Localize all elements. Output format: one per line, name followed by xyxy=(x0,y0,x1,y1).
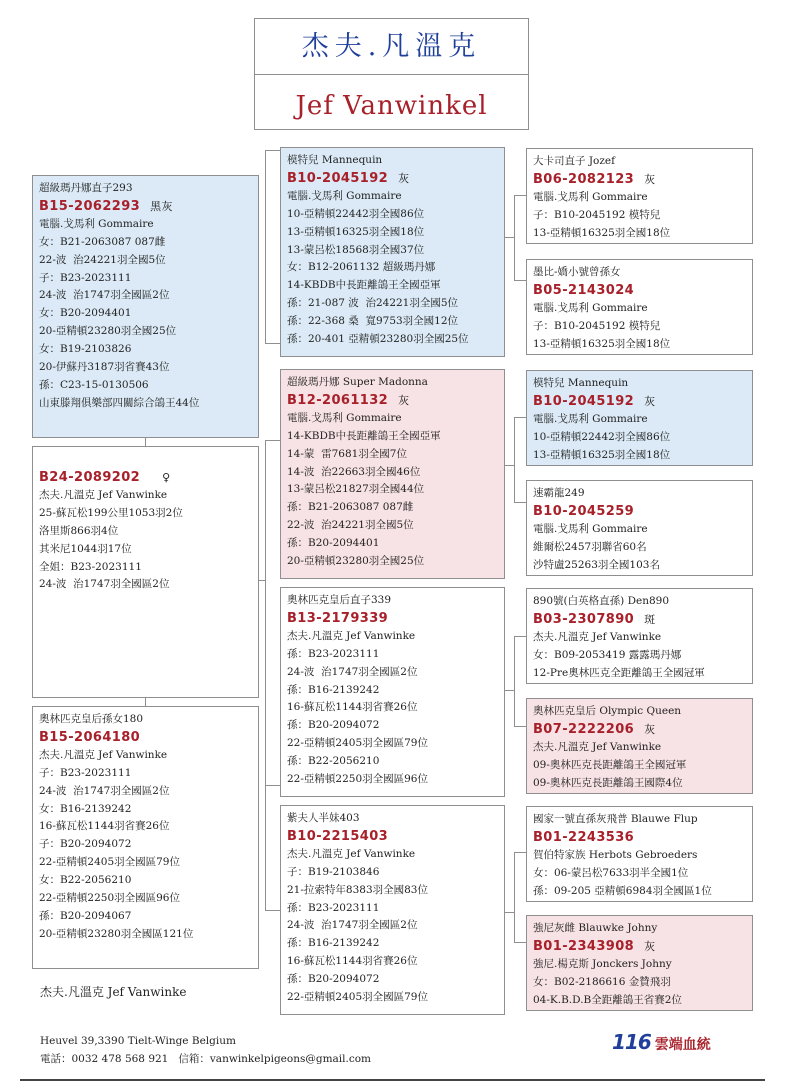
contact-info xyxy=(40,1032,371,1068)
connector-line xyxy=(265,150,266,343)
bird-name: 墨比-嬌小號曾孫女 xyxy=(533,266,621,278)
bird-line: 電腦.戈馬利 Gommaire xyxy=(533,301,648,314)
bird-line: 09-奧林匹克長距離鴿王全國冠軍 xyxy=(533,758,687,771)
bird-line: 孫：B23-2023111 xyxy=(287,901,380,914)
bird-name: 奧林匹克皇后 Olympic Queen xyxy=(533,705,682,717)
bird-line: 22-亞精頓2405羽全國區79位 xyxy=(287,991,428,1004)
bird-line: 其米尼1044羽17位 xyxy=(39,542,132,555)
connector-line xyxy=(265,150,280,151)
ring-number: B10-2215403 xyxy=(287,828,389,844)
bird-color: 灰 xyxy=(644,394,656,408)
bird-line: 20-亞精頓23280羽全國區121位 xyxy=(39,927,194,940)
bird-line: 杰夫.凡溫克 Jef Vanwinke xyxy=(287,629,416,642)
bird-line: 電腦.戈馬利 Gommaire xyxy=(533,190,648,203)
bird-line: 孫：20-401 亞精頓23280羽全國25位 xyxy=(287,333,469,346)
bird-line: 22-波 治24221羽全國5位 xyxy=(39,253,166,266)
bird-line: 21-拉索特年8383羽全國83位 xyxy=(287,883,428,896)
logo-text: 雲端血統 xyxy=(654,1037,711,1053)
bird-line: 24-波 治1747羽全國區2位 xyxy=(287,665,418,678)
address-line: Heuvel 39,3390 Tielt-Winge Belgium xyxy=(40,1035,236,1047)
bird-line: 16-蘇瓦松1144羽省賽26位 xyxy=(287,955,418,968)
ring-number: B03-2307890 xyxy=(533,611,635,627)
phone-email-line: 電話：0032 478 568 921 信箱：vanwinkelpigeons@gmail.com xyxy=(40,1053,372,1065)
bird-color: 灰 xyxy=(398,393,410,407)
bird-line: 孫：B22-2056210 xyxy=(287,755,380,768)
connector-line xyxy=(514,852,526,853)
ring-number: B15-2064180 xyxy=(39,729,141,745)
bird-line: 子：B20-2094072 xyxy=(39,838,132,851)
bird-line: 孫：B16-2139242 xyxy=(287,683,380,696)
bird-line: 13-亞精頓16325羽全國18位 xyxy=(533,226,671,239)
bird-name: 國家一號直孫灰飛普 Blauwe Flup xyxy=(533,813,698,825)
bird-line: 女：06-蒙呂松7633羽半全國1位 xyxy=(533,866,689,879)
bird-line: 22-亞精頓2405羽全國區79位 xyxy=(39,856,180,869)
bird-line: 14-KBDB中長距離鴿王全國亞軍 xyxy=(287,429,441,442)
bird-line: 20-亞精頓23280羽全國25位 xyxy=(39,325,177,338)
ring-number: B01-2343908 xyxy=(533,938,635,954)
bird-color: 黑灰 xyxy=(150,199,173,213)
bird-line: 24-波 治1747羽全國區2位 xyxy=(39,289,170,302)
bird-color: 灰 xyxy=(644,939,656,953)
connector-line xyxy=(265,343,280,344)
bird-line: 22-波 治24221羽全國5位 xyxy=(287,519,414,532)
bird-line: 24-波 治1747羽全國區2位 xyxy=(39,578,170,591)
bird-line: 16-蘇瓦松1144羽省賽26位 xyxy=(287,701,418,714)
bird-line: 孫：C23-15-0130506 xyxy=(39,378,149,391)
ring-number: B07-2222206 xyxy=(533,721,635,737)
sex-symbol: ♀ xyxy=(162,471,171,484)
bird-line: 孫：B20-2094401 xyxy=(287,537,380,550)
pedigree-dam xyxy=(32,706,259,969)
bottom-divider xyxy=(20,1079,765,1081)
bird-line: 杰夫.凡溫克 Jef Vanwinke xyxy=(533,740,662,753)
connector-line xyxy=(265,910,280,911)
bird-name: 速霸龍249 xyxy=(533,487,585,499)
ring-number: B01-2243536 xyxy=(533,829,635,845)
bird-line: 電腦.戈馬利 Gommaire xyxy=(287,189,402,202)
bird-name: 890號(白英格直孫) Den890 xyxy=(533,595,670,607)
bird-line: 14-KBDB中長距離鴿王全國亞軍 xyxy=(287,279,441,292)
bird-line: 孫：09-205 亞精頓6984羽全國區1位 xyxy=(533,884,712,897)
ring-number: B13-2179339 xyxy=(287,610,389,626)
bird-line: 子：B10-2045192 模特兒 xyxy=(533,319,661,332)
bird-line: 女：B02-2186616 金贊飛羽 xyxy=(533,975,671,988)
bird-line: 杰夫.凡溫克 Jef Vanwinke xyxy=(287,847,416,860)
bird-line: 杰夫.凡溫克 Jef Vanwinke xyxy=(39,488,168,501)
bird-line: 25-蘇瓦松199公里1053羽2位 xyxy=(39,506,183,519)
ring-number: B15-2062293 xyxy=(39,198,141,214)
bird-line: 電腦.戈馬利 Gommaire xyxy=(533,522,648,535)
bird-name: 紫夫人半妹403 xyxy=(287,812,360,824)
bird-line: 孫：B21-2063087 087雌 xyxy=(287,501,414,514)
bird-line: 杰夫.凡溫克 Jef Vanwinke xyxy=(533,630,662,643)
bird-line: 女：B19-2103826 xyxy=(39,343,132,356)
bird-color: 灰 xyxy=(644,172,656,186)
bird-line: 沙特盧25263羽全國103名 xyxy=(533,558,660,571)
bird-line: 22-亞精頓2250羽全國區96位 xyxy=(287,773,428,786)
connector-line xyxy=(514,502,526,503)
bird-line: 子：B19-2103846 xyxy=(287,865,380,878)
bird-line: 13-亞精頓16325羽全國18位 xyxy=(287,225,425,238)
connector-line xyxy=(514,636,515,726)
bird-line: 女：B12-2061132 超級瑪丹娜 xyxy=(287,261,436,274)
connector-line xyxy=(505,237,515,238)
bird-line: 14-波 治22663羽全國46位 xyxy=(287,465,421,478)
bird-line: 孫：B20-2094072 xyxy=(287,973,380,986)
connector-line xyxy=(514,726,526,727)
bird-line: 10-亞精頓22442羽全國86位 xyxy=(287,207,425,220)
ring-number: B24-2089202 xyxy=(39,470,141,485)
pedigree-dam-dam xyxy=(280,805,505,1015)
bird-line: 孫：21-087 波 治24221羽全國5位 xyxy=(287,297,459,310)
pedigree-subject xyxy=(32,446,259,698)
ring-number: B12-2061132 xyxy=(287,392,389,408)
connector-line xyxy=(514,636,526,637)
bird-line: 20-伊蘇丹3187羽省賽43位 xyxy=(39,361,170,374)
bird-line: 電腦.戈馬利 Gommaire xyxy=(287,411,402,424)
bird-line: 洛里斯866羽4位 xyxy=(39,524,119,537)
logo xyxy=(612,1030,711,1054)
pedigree-ssd xyxy=(526,259,753,355)
bird-line: 13-亞精頓16325羽全國18位 xyxy=(533,448,671,461)
bird-line: 14-蒙 雷7681羽全國7位 xyxy=(287,447,407,460)
bird-color: 灰 xyxy=(644,722,656,736)
bird-line: 維爾松2457羽聯省60名 xyxy=(533,540,647,553)
breeder-name: 杰夫.凡溫克 Jef Vanwinke xyxy=(40,985,187,999)
pedigree-ddd xyxy=(526,915,753,1011)
bird-line: 子：B23-2023111 xyxy=(39,271,132,284)
bird-line: 12-Pre奧林匹克全距離鴿王全國冠軍 xyxy=(533,666,705,679)
bird-line: 強尼.楊克斯 Jonckers Johny xyxy=(533,957,672,970)
bird-name: 模特兒 Mannequin xyxy=(287,154,383,166)
connector-line xyxy=(514,852,515,942)
connector-line xyxy=(265,440,266,580)
bird-line: 24-波 治1747羽全國區2位 xyxy=(39,784,170,797)
bird-line: 孫：B23-2023111 xyxy=(287,647,380,660)
pedigree-dss xyxy=(526,588,753,684)
bird-line: 04-K.B.D.B全距離鴿王省賽2位 xyxy=(533,993,682,1006)
bird-name: 模特兒 Mannequin xyxy=(533,377,629,389)
ring-number: B05-2143024 xyxy=(533,282,635,298)
bird-line: 09-奧林匹克長距離鴿王國際4位 xyxy=(533,776,683,789)
bird-color: 灰 xyxy=(398,171,410,185)
bird-line: 22-亞精頓2250羽全國區96位 xyxy=(39,892,180,905)
bird-line: 24-波 治1747羽全國區2位 xyxy=(287,919,418,932)
bird-line: 孫：B16-2139242 xyxy=(287,937,380,950)
bird-name: 超級瑪丹娜 Super Madonna xyxy=(287,376,428,388)
bird-line: 22-亞精頓2405羽全國區79位 xyxy=(287,737,428,750)
bird-name: 奧林匹克皇后直子339 xyxy=(287,594,392,606)
connector-line xyxy=(265,785,280,786)
bird-line: 孫：B20-2094072 xyxy=(287,719,380,732)
pedigree-sds xyxy=(526,370,753,466)
bird-line: 子：B23-2023111 xyxy=(39,766,132,779)
bird-name: 強尼灰雌 Blauwke Johny xyxy=(533,922,658,934)
title-chinese: 杰夫.凡溫克 xyxy=(254,18,529,74)
bird-line: 山東滕翔俱樂部四關綜合鴿王44位 xyxy=(39,396,200,409)
bird-line: 女：B21-2063087 087雌 xyxy=(39,235,166,248)
bird-line: 賀伯特家族 Herbots Gebroeders xyxy=(533,848,698,861)
bird-line: 孫：22-368 桑 寬9753羽全國12位 xyxy=(287,315,459,328)
bird-line: 孫：B20-2094067 xyxy=(39,909,132,922)
bird-name: 大卡司直子 Jozef xyxy=(533,155,616,167)
pedigree-sire xyxy=(32,175,259,438)
bird-line: 女：B22-2056210 xyxy=(39,874,132,887)
bird-line: 10-亞精頓22442羽全國86位 xyxy=(533,430,671,443)
ring-number: B10-2045259 xyxy=(533,503,635,519)
bird-line: 20-亞精頓23280羽全國25位 xyxy=(287,555,425,568)
pedigree-dam-sire xyxy=(280,587,505,797)
bird-line: 13-亞精頓16325羽全國18位 xyxy=(533,337,671,350)
bird-line: 女：B20-2094401 xyxy=(39,307,132,320)
connector-line xyxy=(514,942,526,943)
connector-line xyxy=(265,440,280,441)
connector-line xyxy=(505,690,515,691)
ring-number: B10-2045192 xyxy=(533,393,635,409)
bird-name: 奧林匹克皇后孫女180 xyxy=(39,713,144,725)
bird-name: 超級瑪丹娜直子293 xyxy=(39,182,133,194)
bird-line: 杰夫.凡溫克 Jef Vanwinke xyxy=(39,748,168,761)
bird-line: 子：B10-2045192 模特兒 xyxy=(533,208,661,221)
bird-line: 全姐：B23-2023111 xyxy=(39,560,142,573)
pedigree-sire-dam xyxy=(280,369,505,579)
connector-line xyxy=(514,417,515,502)
bird-line: 電腦.戈馬利 Gommaire xyxy=(533,412,648,425)
pedigree-sdd xyxy=(526,480,753,576)
bird-line: 16-蘇瓦松1144羽省賽26位 xyxy=(39,820,170,833)
connector-line xyxy=(505,465,515,466)
connector-line xyxy=(514,417,526,418)
title-english: Jef Vanwinkel xyxy=(254,74,529,130)
pedigree-dsd xyxy=(526,698,753,794)
bird-line: 女：B16-2139242 xyxy=(39,802,132,815)
connector-line xyxy=(265,580,266,910)
connector-line xyxy=(514,195,526,196)
bird-line: 電腦.戈馬利 Gommaire xyxy=(39,217,154,230)
ring-number: B10-2045192 xyxy=(287,170,389,186)
pedigree-dds xyxy=(526,806,753,902)
connector-line xyxy=(505,912,515,913)
connector-line xyxy=(514,280,526,281)
bird-color: 斑 xyxy=(644,612,656,626)
pedigree-sire-sire xyxy=(280,147,505,357)
pedigree-sss xyxy=(526,148,753,244)
bird-line: 13-蒙呂松21827羽全國44位 xyxy=(287,483,425,496)
bird-line: 女：B09-2053419 露露瑪丹娜 xyxy=(533,648,682,661)
logo-number: 116 xyxy=(612,1030,651,1054)
ring-number: B06-2082123 xyxy=(533,171,635,187)
bird-line: 13-蒙呂松18568羽全國37位 xyxy=(287,243,425,256)
